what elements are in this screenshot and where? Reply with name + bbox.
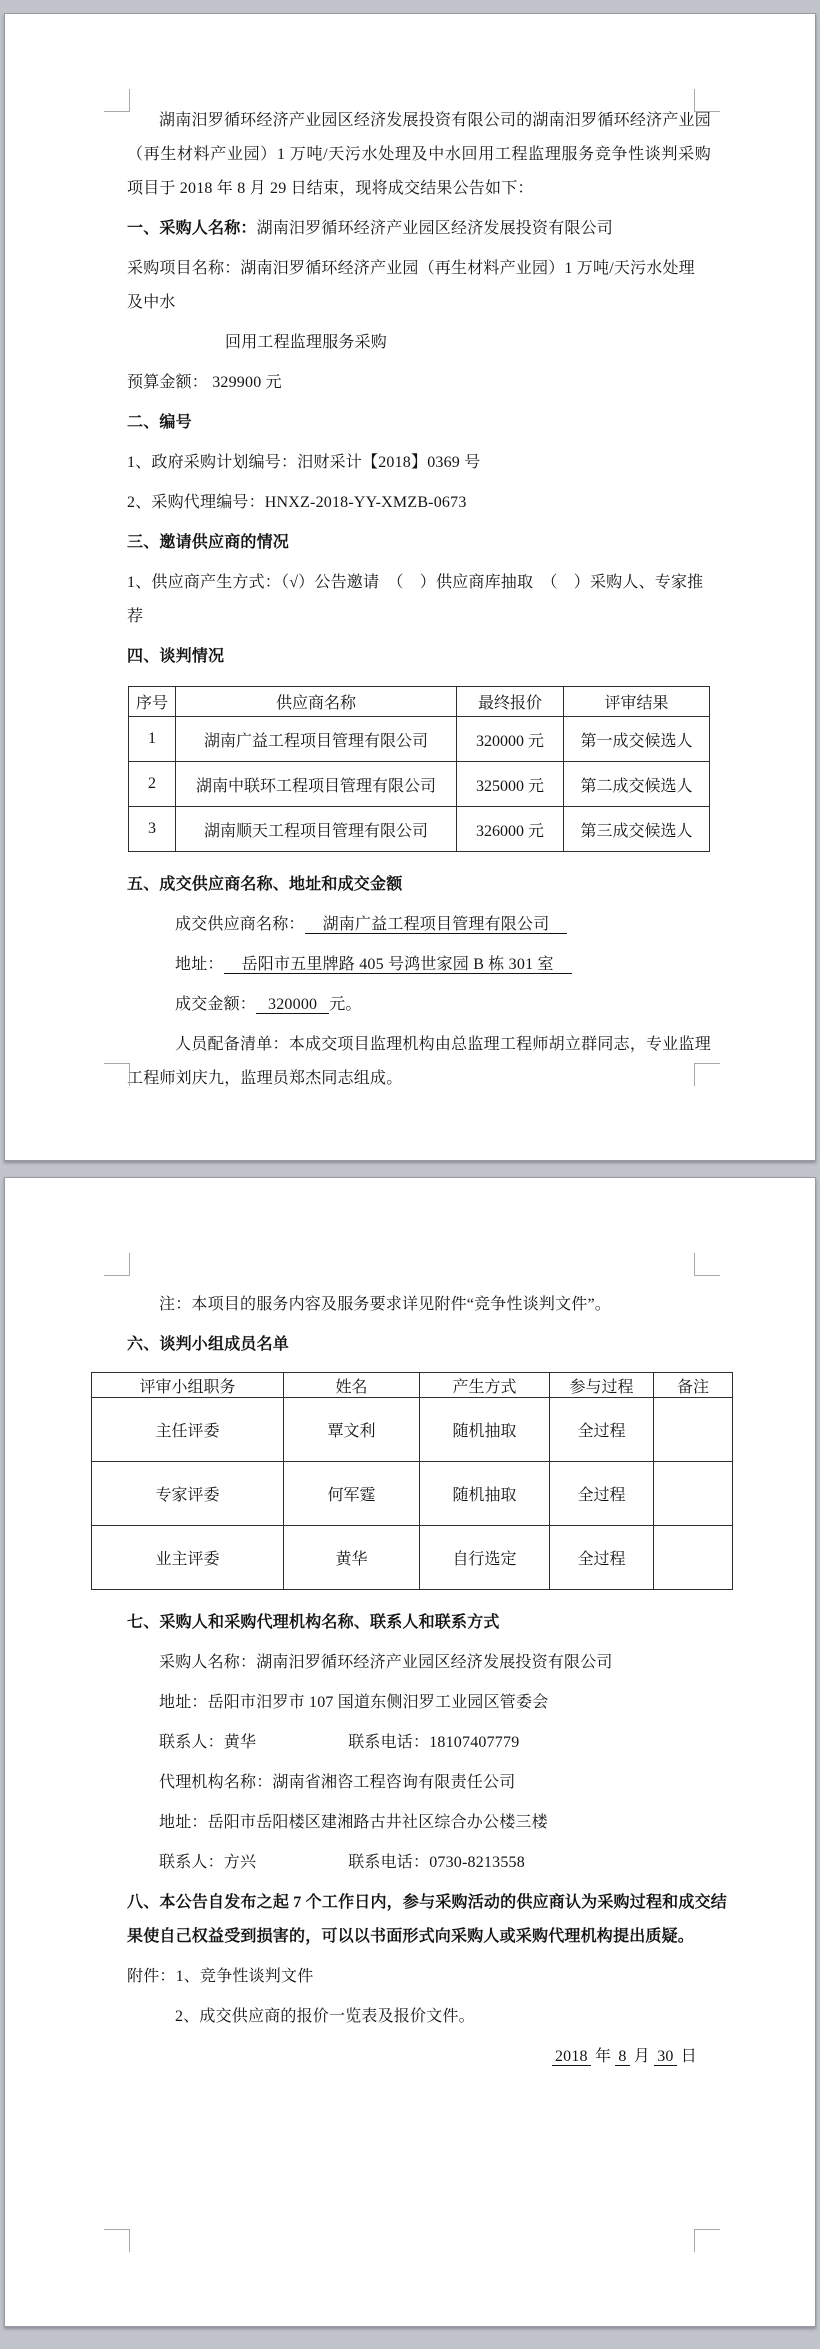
crop-mark-bottom-right bbox=[694, 2229, 720, 2252]
agent-address-line: 地址：岳阳市岳阳楼区建湘路古井社区综合办公楼三楼 bbox=[159, 1814, 548, 1831]
cell-method: 自行选定 bbox=[420, 1526, 550, 1590]
cell-no: 3 bbox=[129, 807, 176, 852]
table-row bbox=[129, 717, 710, 762]
col-header-no: 序号 bbox=[129, 687, 176, 717]
col-header-final-price: 最终报价 bbox=[457, 687, 564, 717]
crop-mark-bottom-left bbox=[104, 2229, 130, 2252]
cell-remark bbox=[654, 1398, 733, 1462]
panel-table bbox=[91, 1372, 733, 1590]
agency-number-line: 2、采购代理编号：HNXZ-2018-YY-XMZB-0673 bbox=[127, 494, 467, 511]
project-name-line2: 回用工程监理服务采购 bbox=[225, 334, 388, 351]
date-day-suffix: 日 bbox=[676, 2048, 697, 2065]
section4-heading: 四、谈判情况 bbox=[127, 648, 225, 665]
col-header-review-result: 评审结果 bbox=[564, 687, 710, 717]
deal-amount-suffix: 元。 bbox=[329, 996, 362, 1013]
deal-amount-value: 320000 bbox=[256, 996, 329, 1014]
crop-mark-bottom-left bbox=[104, 1063, 130, 1086]
section6-heading: 六、谈判小组成员名单 bbox=[127, 1336, 290, 1353]
cell-participation: 全过程 bbox=[550, 1398, 654, 1462]
cell-name: 覃文利 bbox=[284, 1398, 420, 1462]
col-header-selection-method: 产生方式 bbox=[420, 1373, 550, 1398]
date-year-suffix: 年 bbox=[590, 2048, 616, 2065]
cell-method: 随机抽取 bbox=[420, 1462, 550, 1526]
col-header-name: 姓名 bbox=[284, 1373, 420, 1398]
winner-address-line bbox=[127, 948, 711, 982]
date-month: 8 bbox=[615, 2048, 629, 2066]
buyer-contact-line bbox=[127, 1726, 727, 1760]
cell-participation: 全过程 bbox=[550, 1526, 654, 1590]
project-name-line1: 采购项目名称：湖南汨罗循环经济产业园（再生材料产业园）1 万吨/天污水处理及中水 bbox=[127, 260, 695, 311]
cell-name: 黄华 bbox=[284, 1526, 420, 1590]
cell-price: 325000 元 bbox=[457, 762, 564, 807]
col-header-participation: 参与过程 bbox=[550, 1373, 654, 1398]
supplier-method-line: 1、供应商产生方式：（√）公告邀请 （ ）供应商库抽取 （ ）采购人、专家推荐 bbox=[127, 574, 704, 625]
section5-heading: 五、成交供应商名称、地址和成交金额 bbox=[127, 876, 403, 893]
cell-participation: 全过程 bbox=[550, 1462, 654, 1526]
page-2 bbox=[4, 1177, 816, 2327]
crop-mark-top-right bbox=[694, 1253, 720, 1276]
table-row bbox=[92, 1462, 733, 1526]
cell-role: 业主评委 bbox=[92, 1526, 284, 1590]
buyer-name-line: 采购人名称：湖南汨罗循环经济产业园区经济发展投资有限公司 bbox=[159, 1654, 613, 1671]
cell-remark bbox=[654, 1526, 733, 1590]
cell-result: 第二成交候选人 bbox=[564, 762, 710, 807]
cell-name: 何军霆 bbox=[284, 1462, 420, 1526]
budget-line: 预算金额： 329900 元 bbox=[127, 374, 282, 391]
table-row bbox=[129, 807, 710, 852]
buyer-name-heading bbox=[127, 212, 711, 246]
cell-supplier: 湖南中联环工程项目管理有限公司 bbox=[176, 762, 457, 807]
cell-no: 1 bbox=[129, 717, 176, 762]
cell-result: 第三成交候选人 bbox=[564, 807, 710, 852]
buyer-name-label: 一、采购人名称： bbox=[127, 220, 257, 237]
cell-method: 随机抽取 bbox=[420, 1398, 550, 1462]
deal-amount-line bbox=[127, 988, 711, 1022]
attachment-line-1: 附件：1、竞争性谈判文件 bbox=[127, 1968, 314, 1985]
winner-address-value: 岳阳市五里牌路 405 号鸿世家园 B 栋 301 室 bbox=[224, 956, 572, 974]
table-row bbox=[129, 762, 710, 807]
cell-supplier: 湖南广益工程项目管理有限公司 bbox=[176, 717, 457, 762]
cell-role: 主任评委 bbox=[92, 1398, 284, 1462]
winner-address-label: 地址： bbox=[175, 956, 224, 973]
table-row bbox=[92, 1398, 733, 1462]
crop-mark-bottom-right bbox=[694, 1063, 720, 1086]
col-header-remark: 备注 bbox=[654, 1373, 733, 1398]
section7-heading: 七、采购人和采购代理机构名称、联系人和联系方式 bbox=[127, 1614, 500, 1631]
cell-supplier: 湖南顺天工程项目管理有限公司 bbox=[176, 807, 457, 852]
crop-mark-top-left bbox=[104, 1253, 130, 1276]
date-day: 30 bbox=[654, 2048, 676, 2066]
agent-contact-phone: 联系电话：0730-8213558 bbox=[348, 1854, 525, 1871]
agent-contact-line bbox=[127, 1846, 727, 1880]
plan-number-line: 1、政府采购计划编号：汨财采计【2018】0369 号 bbox=[127, 454, 481, 471]
cell-no: 2 bbox=[129, 762, 176, 807]
intro-paragraph: 湖南汨罗循环经济产业园区经济发展投资有限公司的湖南汨罗循环经济产业园（再生材料产业园）1 万吨/天污水处理及中水回用工程监理服务竞争性谈判采购项目于 2018 年 8 月 29 日结束，现将成交结果公告如下： bbox=[127, 112, 711, 197]
note-line: 注：本项目的服务内容及服务要求详见附件“竞争性谈判文件”。 bbox=[159, 1296, 612, 1313]
agent-contact-person: 联系人：方兴 bbox=[159, 1854, 257, 1871]
col-header-supplier: 供应商名称 bbox=[176, 687, 457, 717]
negotiation-table-header-row bbox=[129, 687, 710, 717]
date-line bbox=[127, 2040, 727, 2074]
date-year: 2018 bbox=[552, 2048, 591, 2066]
cell-role: 专家评委 bbox=[92, 1462, 284, 1526]
cell-result: 第一成交候选人 bbox=[564, 717, 710, 762]
section2-heading: 二、编号 bbox=[127, 414, 192, 431]
page-1 bbox=[4, 13, 816, 1161]
winner-name-value: 湖南广益工程项目管理有限公司 bbox=[305, 916, 568, 934]
section8-paragraph: 八、本公告自发布之起 7 个工作日内，参与采购活动的供应商认为采购过程和成交结果使自己权益受到损害的，可以以书面形式向采购人或采购代理机构提出质疑。 bbox=[127, 1894, 727, 1945]
winner-name-line bbox=[127, 908, 711, 942]
winner-name-label: 成交供应商名称： bbox=[175, 916, 305, 933]
cell-remark bbox=[654, 1462, 733, 1526]
buyer-contact-person: 联系人：黄华 bbox=[159, 1734, 257, 1751]
negotiation-table bbox=[128, 686, 710, 852]
cell-price: 320000 元 bbox=[457, 717, 564, 762]
staff-list-paragraph: 人员配备清单：本成交项目监理机构由总监理工程师胡立群同志，专业监理工程师刘庆九，监理员郑杰同志组成。 bbox=[127, 1036, 711, 1087]
attachment-line-2: 2、成交供应商的报价一览表及报价文件。 bbox=[175, 2008, 475, 2025]
cell-price: 326000 元 bbox=[457, 807, 564, 852]
panel-table-header-row bbox=[92, 1373, 733, 1398]
agent-name-line: 代理机构名称：湖南省湘咨工程咨询有限责任公司 bbox=[159, 1774, 516, 1791]
deal-amount-label: 成交金额： bbox=[175, 996, 257, 1013]
table-row bbox=[92, 1526, 733, 1590]
crop-mark-top-right bbox=[694, 89, 720, 112]
buyer-contact-phone: 联系电话：18107407779 bbox=[348, 1734, 520, 1751]
col-header-role: 评审小组职务 bbox=[92, 1373, 284, 1398]
section3-heading: 三、邀请供应商的情况 bbox=[127, 534, 290, 551]
crop-mark-top-left bbox=[104, 89, 130, 112]
date-month-suffix: 月 bbox=[629, 2048, 655, 2065]
buyer-address-line: 地址：岳阳市汨罗市 107 国道东侧汨罗工业园区管委会 bbox=[159, 1694, 549, 1711]
buyer-name-value: 湖南汨罗循环经济产业园区经济发展投资有限公司 bbox=[256, 220, 614, 237]
